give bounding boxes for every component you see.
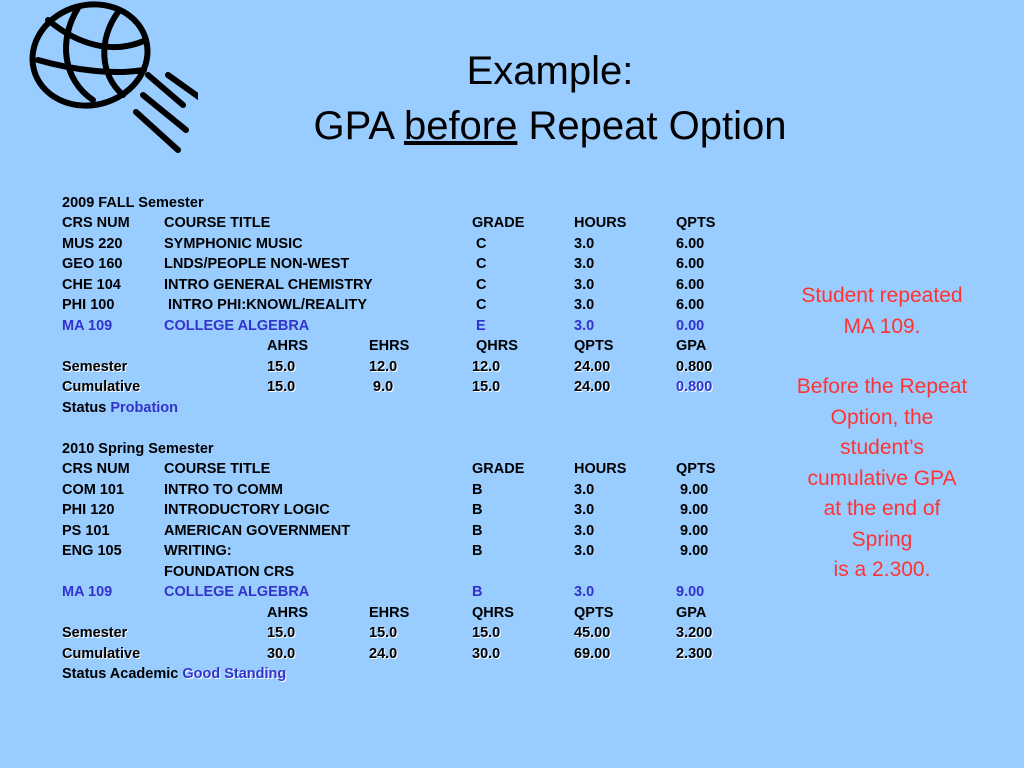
cell-text: 15.0 (472, 625, 501, 641)
cell-text: B (472, 502, 483, 518)
cell-text: Spring (851, 527, 913, 551)
status-badge: Good Standing (182, 666, 287, 682)
cell-text: E (472, 318, 486, 334)
cell-text: 3.0 (574, 523, 595, 539)
cell-text: Option, the (830, 405, 934, 429)
cell-text: 69.00 (574, 646, 611, 662)
cell-text: 2009 FALL Semester (62, 195, 204, 211)
cell-text (62, 398, 178, 418)
fall-cumulative-row (62, 377, 762, 397)
cell-text: QPTS (574, 605, 614, 621)
table-row (62, 254, 762, 274)
cell-text: 3.0 (574, 502, 595, 518)
cell-text: 9.00 (676, 502, 709, 518)
cell-text: Before the Repeat (796, 375, 968, 398)
cell-text: GRADE (472, 215, 525, 231)
cell-text: 9.00 (676, 543, 709, 559)
cell-text: QHRS (472, 338, 518, 354)
cell-text: 15.0 (369, 625, 398, 641)
cell-text: 6.00 (676, 297, 705, 313)
title-rest: Repeat Option (528, 104, 787, 148)
cell-text: 3.0 (574, 256, 595, 272)
fall-status (62, 398, 762, 418)
cell-text: 15.0 (267, 625, 296, 641)
cell-text: 9.00 (676, 523, 709, 539)
cell-text: 6.00 (676, 236, 705, 252)
cell-text: Student repeated (801, 284, 963, 307)
cell-text: Cumulative (62, 646, 141, 662)
cell-text: 15.0 (472, 379, 501, 395)
side-note (772, 281, 992, 586)
table-row (62, 234, 762, 254)
cell-text: SYMPHONIC MUSIC (164, 236, 303, 252)
cell-text: MUS 220 (62, 236, 123, 252)
cell-text: 3.0 (574, 543, 595, 559)
cell-text: 24.00 (574, 379, 611, 395)
basketball-icon (18, 0, 198, 160)
cell-text: LNDS/PEOPLE NON-WEST (164, 256, 350, 272)
cell-text: B (472, 543, 483, 559)
title-gpa: GPA (313, 104, 393, 148)
cell-text: AHRS (267, 605, 309, 621)
cell-text: 24.0 (369, 646, 398, 662)
cell-text: INTRO TO COMM (164, 482, 283, 498)
title-before: before (403, 104, 518, 148)
cell-text: 0.800 (676, 379, 713, 395)
table-row (62, 521, 762, 541)
cell-text: C (472, 236, 487, 252)
table-row (62, 295, 762, 315)
cell-text: 2010 Spring Semester (62, 441, 214, 457)
cell-text: 45.00 (574, 625, 611, 641)
fall-totals-header (62, 336, 762, 356)
cell-text: 12.0 (369, 359, 398, 375)
cell-text: EHRS (369, 605, 410, 621)
cell-text: 3.0 (574, 297, 595, 313)
cell-text: 3.0 (574, 236, 595, 252)
cell-text: 9.0 (369, 379, 394, 395)
cell-text: 0.800 (676, 359, 713, 375)
cell-text: PHI 100 (62, 297, 115, 313)
cell-text: COURSE TITLE (164, 215, 271, 231)
cell-text: C (472, 277, 487, 293)
cell-text: PHI 120 (62, 502, 115, 518)
cell-text: 30.0 (472, 646, 501, 662)
cell-text: cumulative GPA (807, 466, 957, 490)
cell-text: QHRS (472, 605, 514, 621)
cell-text: is a 2.300. (833, 558, 931, 581)
spring-totals-header (62, 603, 762, 623)
cell-text: Status (62, 400, 107, 416)
cell-text: 15.0 (267, 379, 296, 395)
cell-text: PS 101 (62, 523, 110, 539)
spring-heading (62, 439, 762, 459)
status-badge: Probation (110, 400, 179, 416)
cell-text: GEO 160 (62, 256, 123, 272)
cell-text: QPTS (676, 461, 716, 477)
cell-text: EHRS (369, 338, 410, 354)
cell-text: MA 109 (62, 318, 113, 334)
cell-text: C (472, 256, 487, 272)
cell-text: COLLEGE ALGEBRA (164, 318, 310, 334)
cell-text: HOURS (574, 461, 627, 477)
cell-text: Semester (62, 359, 128, 375)
cell-text: 3.0 (574, 482, 595, 498)
fall-heading (62, 193, 762, 213)
cell-text: 0.00 (676, 318, 705, 334)
cell-text: CRS NUM (62, 461, 130, 477)
cell-text (62, 664, 286, 684)
cell-text: CRS NUM (62, 215, 130, 231)
cell-text: Cumulative (62, 379, 141, 395)
cell-text: HOURS (574, 215, 627, 231)
cell-text: AHRS (267, 338, 309, 354)
cell-text: at the end of (823, 497, 941, 520)
cell-text: 3.0 (574, 318, 595, 334)
cell-text: 2.300 (676, 646, 713, 662)
cell-text: INTRODUCTORY LOGIC (164, 502, 330, 518)
spring-semester-row (62, 623, 762, 643)
cell-text: C (472, 297, 487, 313)
table-row (62, 500, 762, 520)
cell-text: QPTS (676, 215, 716, 231)
spring-header-row (62, 459, 762, 479)
cell-text: COURSE TITLE (164, 461, 271, 477)
cell-text: MA 109 (62, 584, 113, 600)
spring-cumulative-row (62, 644, 762, 664)
cell-text: COM 101 (62, 482, 125, 498)
cell-text: INTRO GENERAL CHEMISTRY (164, 277, 373, 293)
cell-text: 9.00 (676, 482, 709, 498)
cell-text: COLLEGE ALGEBRA (164, 584, 310, 600)
cell-text: 3.0 (574, 277, 595, 293)
cell-text: ENG 105 (62, 543, 122, 559)
cell-text: GRADE (472, 461, 525, 477)
cell-text: QPTS (574, 338, 614, 354)
cell-text: 30.0 (267, 646, 296, 662)
cell-text: WRITING: (164, 543, 232, 559)
cell-text: student’s (840, 436, 924, 459)
fall-header-row (62, 213, 762, 233)
table-row-repeated (62, 316, 762, 336)
cell-text: 6.00 (676, 277, 705, 293)
spring-status (62, 664, 762, 684)
cell-text: B (472, 482, 483, 498)
cell-text: GPA (676, 605, 707, 621)
table-row (62, 541, 762, 561)
table-row (62, 480, 762, 500)
slide-title-line1: Example: (466, 49, 634, 93)
slide-title-line2 (180, 100, 920, 152)
cell-text: FOUNDATION CRS (164, 564, 295, 580)
fall-semester-row (62, 357, 762, 377)
table-row-repeated (62, 582, 762, 602)
cell-text: 3.0 (574, 584, 595, 600)
cell-text: MA 109. (843, 314, 921, 338)
cell-text: 15.0 (267, 359, 296, 375)
cell-text: AMERICAN GOVERNMENT (164, 523, 351, 539)
cell-text: CHE 104 (62, 277, 121, 293)
cell-text: 3.200 (676, 625, 713, 641)
cell-text: Status Academic (62, 666, 179, 682)
cell-text: 24.00 (574, 359, 611, 375)
cell-text: 9.00 (676, 584, 705, 600)
cell-text: 6.00 (676, 256, 705, 272)
cell-text: B (472, 523, 483, 539)
cell-text: GPA (676, 338, 707, 354)
cell-text: B (472, 584, 483, 600)
cell-text: 12.0 (472, 359, 501, 375)
table-row (62, 275, 762, 295)
cell-text: INTRO PHI:KNOWL/REALITY (164, 297, 367, 313)
cell-text: Semester (62, 625, 128, 641)
table-row (62, 562, 762, 582)
